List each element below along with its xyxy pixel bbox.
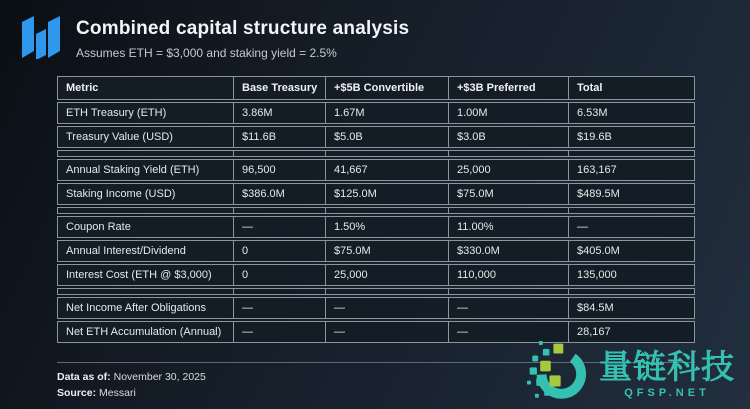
watermark bbox=[527, 341, 735, 407]
table-row bbox=[57, 159, 695, 181]
table-row bbox=[57, 102, 695, 124]
column-header-total: Total bbox=[577, 82, 603, 94]
value-cell: — bbox=[449, 298, 569, 318]
column-header-base-treasury: Base Treasury bbox=[234, 77, 326, 99]
value-cell: 11.00% bbox=[449, 217, 569, 237]
watermark-domain: QFSP.NET bbox=[624, 387, 710, 399]
value-cell: $5.0B bbox=[326, 127, 449, 147]
spacer-cell bbox=[234, 208, 326, 213]
value-cell: 163,167 bbox=[577, 164, 617, 176]
data-as-of-value: November 30, 2025 bbox=[113, 371, 206, 383]
table-row bbox=[57, 321, 695, 343]
value-cell: — bbox=[326, 322, 449, 342]
value-cell: $330.0M bbox=[449, 241, 569, 261]
value-cell: 25,000 bbox=[449, 160, 569, 180]
column-header-metric: Metric bbox=[58, 77, 234, 99]
value-cell: $75.0M bbox=[326, 241, 449, 261]
value-cell: 1.00M bbox=[449, 103, 569, 123]
value-cell: $75.0M bbox=[449, 184, 569, 204]
metric-cell: Annual Staking Yield (ETH) bbox=[58, 160, 234, 180]
table-row bbox=[57, 183, 695, 205]
spacer-cell bbox=[449, 289, 569, 294]
metric-cell: Net Income After Obligations bbox=[58, 298, 234, 318]
spacer-cell bbox=[58, 208, 234, 213]
spacer-cell bbox=[449, 151, 569, 156]
watermark-text: 量链科技 bbox=[599, 348, 735, 385]
spacer-cell bbox=[569, 289, 694, 294]
data-as-of-label: Data as of: bbox=[57, 371, 111, 383]
value-cell: $386.0M bbox=[234, 184, 326, 204]
table-body bbox=[57, 102, 695, 343]
value-cell: 6.53M bbox=[577, 107, 608, 119]
table-row bbox=[57, 240, 695, 262]
page-title: Combined capital structure analysis bbox=[76, 18, 410, 39]
value-cell: $489.5M bbox=[577, 188, 620, 200]
metric-cell: Net ETH Accumulation (Annual) bbox=[58, 322, 234, 342]
page-subtitle: Assumes ETH = $3,000 and staking yield = 2.5% bbox=[76, 46, 337, 60]
value-cell: $3.0B bbox=[449, 127, 569, 147]
value-cell: $125.0M bbox=[326, 184, 449, 204]
value-cell: 41,667 bbox=[326, 160, 449, 180]
watermark-text-block bbox=[599, 349, 735, 399]
value-cell: 28,167 bbox=[577, 326, 611, 338]
table-row bbox=[57, 216, 695, 238]
value-cell: $405.0M bbox=[577, 245, 620, 257]
value-cell: 3.86M bbox=[234, 103, 326, 123]
value-cell: — bbox=[234, 322, 326, 342]
value-cell: — bbox=[234, 298, 326, 318]
spacer-cell bbox=[326, 289, 449, 294]
messari-logo-icon bbox=[22, 15, 60, 59]
table-header-row bbox=[57, 76, 695, 100]
value-cell: 96,500 bbox=[234, 160, 326, 180]
table-row bbox=[57, 297, 695, 319]
spacer-cell bbox=[449, 208, 569, 213]
value-cell: — bbox=[449, 322, 569, 342]
spacer-cell bbox=[58, 151, 234, 156]
value-cell: 1.50% bbox=[326, 217, 449, 237]
value-cell: 110,000 bbox=[449, 265, 569, 285]
table-spacer-row bbox=[57, 288, 695, 295]
value-cell: — bbox=[234, 217, 326, 237]
data-as-of-line bbox=[57, 369, 206, 385]
value-cell: 1.67M bbox=[326, 103, 449, 123]
metric-cell: Staking Income (USD) bbox=[58, 184, 234, 204]
value-cell: $84.5M bbox=[577, 302, 614, 314]
column-header-convertible: +$5B Convertible bbox=[326, 77, 449, 99]
source-label: Source: bbox=[57, 387, 97, 399]
spacer-cell bbox=[58, 289, 234, 294]
header-text bbox=[76, 15, 409, 60]
column-header-preferred: +$3B Preferred bbox=[449, 77, 569, 99]
value-cell: — bbox=[326, 298, 449, 318]
value-cell: 0 bbox=[234, 241, 326, 261]
header bbox=[22, 15, 409, 60]
metric-cell: Coupon Rate bbox=[58, 217, 234, 237]
value-cell: 135,000 bbox=[577, 269, 617, 281]
spacer-cell bbox=[569, 208, 694, 213]
value-cell: 0 bbox=[234, 265, 326, 285]
spacer-cell bbox=[234, 151, 326, 156]
table-spacer-row bbox=[57, 207, 695, 214]
footer bbox=[57, 369, 206, 401]
table-row bbox=[57, 126, 695, 148]
metric-cell: Interest Cost (ETH @ $3,000) bbox=[58, 265, 234, 285]
spacer-cell bbox=[569, 151, 694, 156]
metric-cell: Treasury Value (USD) bbox=[58, 127, 234, 147]
watermark-logo-icon bbox=[527, 341, 593, 407]
value-cell: $19.6B bbox=[577, 131, 612, 143]
table-row bbox=[57, 264, 695, 286]
value-cell: $11.6B bbox=[234, 127, 326, 147]
value-cell: — bbox=[577, 221, 588, 233]
spacer-cell bbox=[234, 289, 326, 294]
source-value: Messari bbox=[99, 387, 136, 399]
metric-cell: ETH Treasury (ETH) bbox=[58, 103, 234, 123]
table-spacer-row bbox=[57, 150, 695, 157]
capital-structure-table bbox=[57, 76, 695, 345]
spacer-cell bbox=[326, 151, 449, 156]
source-line bbox=[57, 385, 206, 401]
metric-cell: Annual Interest/Dividend bbox=[58, 241, 234, 261]
value-cell: 25,000 bbox=[326, 265, 449, 285]
spacer-cell bbox=[326, 208, 449, 213]
